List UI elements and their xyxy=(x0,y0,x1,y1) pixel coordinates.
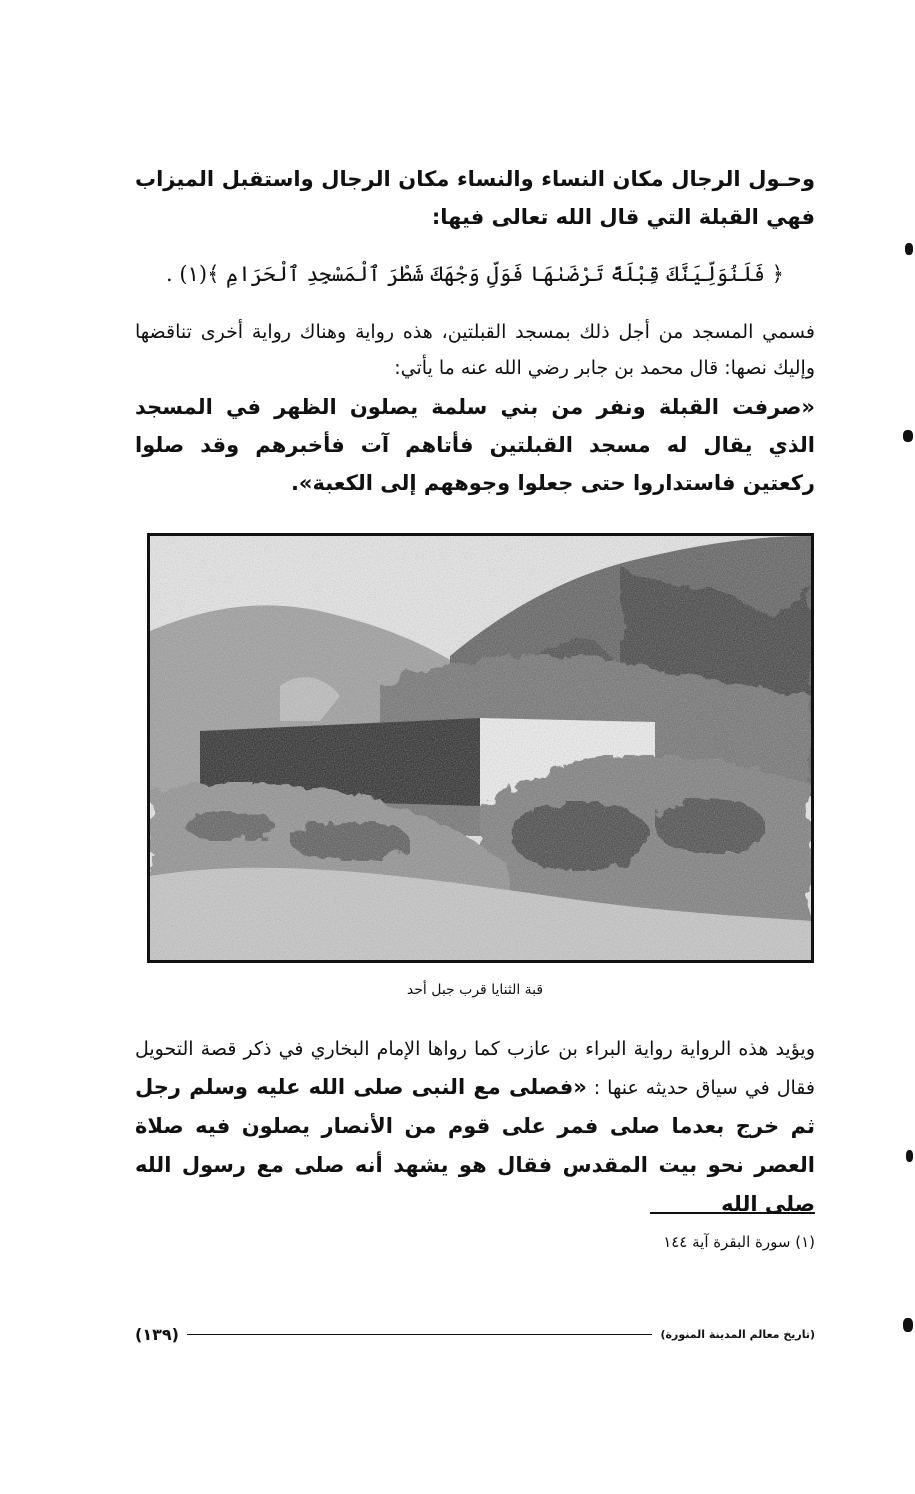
scan-edge-mark xyxy=(903,1318,913,1332)
paragraph-4-intro: ويؤيد هذه الرواية رواية البراء بن عازب كما رواها الإمام البخاري في ذكر قصة التحويل فقال في سياق حديثه عنها : xyxy=(135,1038,815,1099)
paragraph-4 xyxy=(135,1030,815,1224)
upper-text-block xyxy=(135,160,815,502)
paragraph-4-quote: «فصلى مع النبى صلى الله عليه وسلم رجل ثم خرج بعدما صلى فمر على قوم من الأنصار يصلون فيه صلاة العصر نحو بيت المقدس فقال هو يشهد أنه صلى مع رسول الله صلى الله xyxy=(135,1075,815,1216)
footer-book-title: (تاريخ معالم المدينة المنورة) xyxy=(660,1327,815,1341)
photograph-qubbat-al-thanaya xyxy=(147,533,814,963)
quran-verse: ﴿ فَلَنُوَلِّيَنَّكَ قِبْلَةً تَرْضَىٰهَا فَوَلِّ وَجْهَكَ شَطْرَ ٱلْمَسْجِدِ ٱلْحَرَامِ ﴾(١) . xyxy=(166,262,784,286)
scan-edge-mark xyxy=(903,430,913,442)
footer-rule xyxy=(187,1334,653,1335)
page-number: (١٣٩) xyxy=(135,1324,179,1344)
running-footer xyxy=(135,1322,815,1346)
paragraph-2: فسمي المسجد من أجل ذلك بمسجد القبلتين، هذه رواية وهناك رواية أخرى تناقضها وإليك نصها: قال محمد بن جابر رضي الله عنه ما يأتي: xyxy=(135,321,815,379)
lower-text-block xyxy=(135,1030,815,1224)
photo-caption: قبة الثنايا قرب جبل أحد xyxy=(406,982,544,998)
footnote-separator xyxy=(650,1212,815,1214)
footnote: (١) سورة البقرة آية ١٤٤ xyxy=(663,1233,815,1251)
paragraph-1: وحـول الرجال مكان النساء والنساء مكان الرجال واستقبل الميزاب فهي القبلة التي قال الله تعالى فيها: xyxy=(135,167,815,229)
photo-illustration xyxy=(150,536,811,960)
scan-edge-mark xyxy=(906,1150,913,1162)
paragraph-3-quote: «صرفت القبلة ونفر من بني سلمة يصلون الظهر في المسجد الذي يقال له مسجد القبلتين فأتاهم آت فأخبرهم وقد صلوا ركعتين فاستداروا حتى جعلوا وجوههم إلى الكعبة». xyxy=(135,395,815,495)
scan-edge-mark xyxy=(905,243,913,255)
